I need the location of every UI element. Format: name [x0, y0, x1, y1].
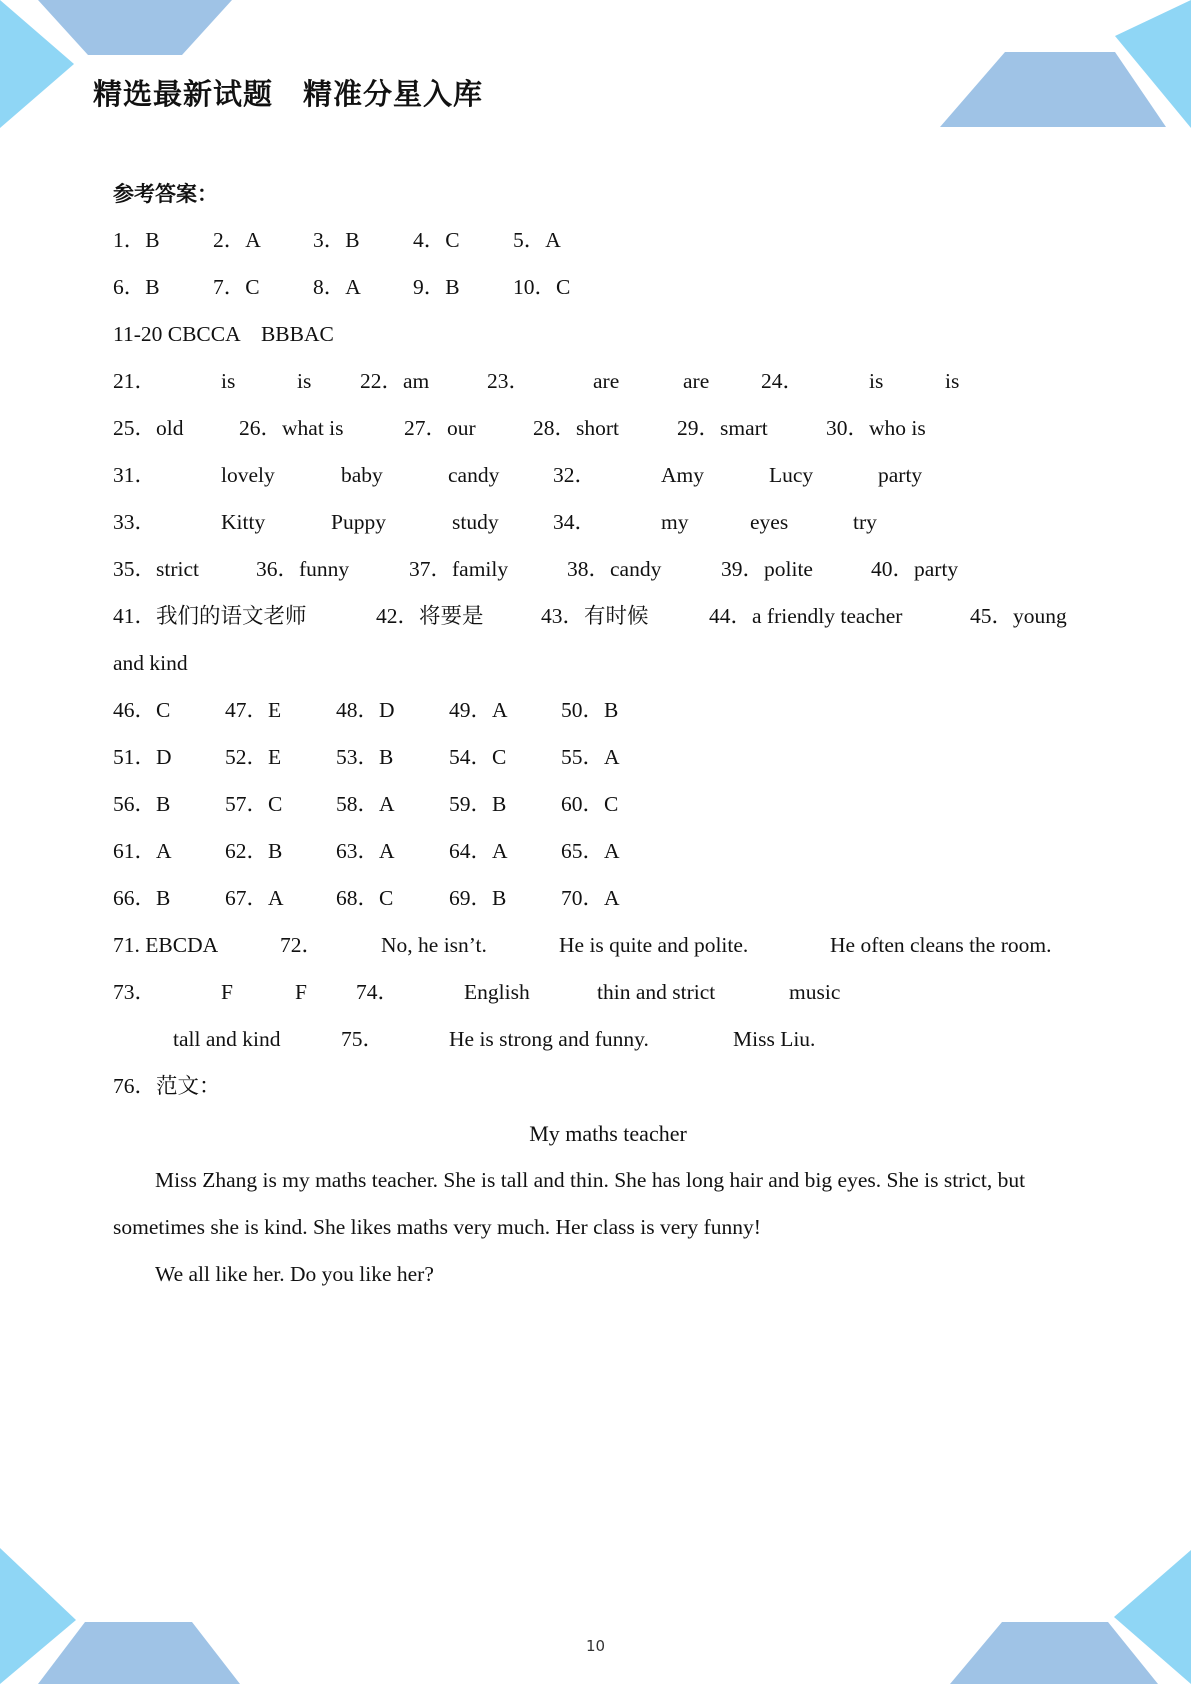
- answer-row: [113, 358, 1083, 405]
- answer-item: 65．A: [561, 839, 620, 863]
- answer-row: [113, 593, 1083, 640]
- answer-item: 72．: [280, 933, 324, 957]
- answer-row: [113, 922, 1083, 969]
- answer-item: 25．old: [113, 416, 184, 440]
- answer-item: 3．B: [313, 228, 360, 252]
- answer-item: are: [593, 369, 620, 393]
- answer-item: 33．: [113, 510, 157, 534]
- answer-item: 5．A: [513, 228, 561, 252]
- answer-item: 21．: [113, 369, 157, 393]
- answer-item: 50．B: [561, 698, 619, 722]
- answer-item: 73．: [113, 980, 157, 1004]
- answer-item: study: [452, 510, 499, 534]
- answer-row: [113, 264, 1083, 311]
- answer-item: 57．C: [225, 792, 283, 816]
- answer-item: 69．B: [449, 886, 507, 910]
- answer-item: 37．family: [409, 557, 509, 581]
- answer-row: [113, 781, 1083, 828]
- answer-item: 29．smart: [677, 416, 768, 440]
- answer-item: 28．short: [533, 416, 620, 440]
- answer-row: [113, 687, 1083, 734]
- answer-item: 36．funny: [256, 557, 350, 581]
- answer-item: is: [869, 369, 884, 393]
- answer-item: Puppy: [331, 510, 386, 534]
- answer-row: [113, 452, 1083, 499]
- answer-item: music: [789, 980, 841, 1004]
- answer-item: and kind: [113, 651, 188, 675]
- answer-item: 43．有时候: [541, 604, 649, 628]
- answer-item: 58．A: [336, 792, 395, 816]
- answer-item: He is quite and polite.: [559, 933, 749, 957]
- answer-content: [113, 170, 1083, 1298]
- page-number: 10: [585, 1637, 606, 1655]
- answer-item: 74．: [356, 980, 400, 1004]
- answer-item: thin and strict: [597, 980, 716, 1004]
- answer-item: 6．B: [113, 275, 160, 299]
- answer-item: 22．am: [360, 369, 430, 393]
- answer-item: 75．: [341, 1027, 385, 1051]
- answer-item: F: [295, 980, 307, 1004]
- answer-item: lovely: [221, 463, 275, 487]
- decor-trapezoid-top-left: [38, 0, 232, 55]
- answer-item: is: [945, 369, 960, 393]
- answer-item: 63．A: [336, 839, 395, 863]
- answer-row: [113, 640, 1083, 687]
- answer-item: candy: [448, 463, 500, 487]
- answer-item: 67．A: [225, 886, 284, 910]
- answer-row: [113, 217, 1083, 264]
- answer-item: 8．A: [313, 275, 361, 299]
- answer-item: 59．B: [449, 792, 507, 816]
- essay-title: My maths teacher: [529, 1121, 687, 1146]
- answer-item: 2．A: [213, 228, 261, 252]
- answer-item: 49．A: [449, 698, 508, 722]
- answer-row: [113, 734, 1083, 781]
- answer-item: is: [221, 369, 236, 393]
- answer-item: 10．C: [513, 275, 571, 299]
- answer-row: [113, 1016, 1083, 1063]
- answer-item: 30．who is: [826, 416, 926, 440]
- answer-item: 47．E: [225, 698, 282, 722]
- answer-item: 66．B: [113, 886, 171, 910]
- answer-item: 68．C: [336, 886, 394, 910]
- answer-item: 32．: [553, 463, 597, 487]
- answer-item: He is strong and funny.: [449, 1027, 649, 1051]
- answer-item: 34．: [553, 510, 597, 534]
- answer-item: is: [297, 369, 312, 393]
- answer-row: [113, 969, 1083, 1016]
- answer-item: eyes: [750, 510, 789, 534]
- answer-item: 62．B: [225, 839, 283, 863]
- answer-item: Kitty: [221, 510, 266, 534]
- answer-item: 26．what is: [239, 416, 344, 440]
- answer-item: tall and kind: [173, 1027, 281, 1051]
- answer-row: [113, 499, 1083, 546]
- answer-item: Lucy: [769, 463, 814, 487]
- answer-row: [113, 828, 1083, 875]
- answer-item: 46．C: [113, 698, 171, 722]
- answer-item: Amy: [661, 463, 704, 487]
- answer-item: 7．C: [213, 275, 260, 299]
- answer-item: 23．: [487, 369, 531, 393]
- answer-item: 38．candy: [567, 557, 662, 581]
- answer-item: 61．A: [113, 839, 172, 863]
- answer-item: 44．a friendly teacher: [709, 604, 903, 628]
- answer-item: 39．polite: [721, 557, 813, 581]
- answer-item: Miss Liu.: [733, 1027, 816, 1051]
- answer-item: 71. EBCDA: [113, 933, 219, 957]
- answer-item: try: [853, 510, 877, 534]
- answer-item: 51．D: [113, 745, 172, 769]
- answer-item: 1．B: [113, 228, 160, 252]
- answer-item: 35．strict: [113, 557, 199, 581]
- answer-item: my: [661, 510, 689, 534]
- answer-item: He often cleans the room.: [830, 933, 1052, 957]
- answer-item: 11-20 CBCCA BBBAC: [113, 322, 334, 346]
- essay-paragraph: We all like her. Do you like her?: [155, 1262, 434, 1286]
- answer-item: 52．E: [225, 745, 282, 769]
- answer-row: [113, 875, 1083, 922]
- answer-item: 76．范文：: [113, 1074, 221, 1098]
- answer-item: 27．our: [404, 416, 476, 440]
- answer-item: 45．young: [970, 604, 1067, 628]
- answer-item: 70．A: [561, 886, 620, 910]
- answer-row: [113, 405, 1083, 452]
- answer-row: [113, 546, 1083, 593]
- essay-paragraph: Miss Zhang is my maths teacher. She is tall and thin. She has long hair and big eyes. She is strict, but sometimes she is kind. She likes maths very much. Her class is very funny!: [113, 1168, 1026, 1239]
- answer-item: 55．A: [561, 745, 620, 769]
- answer-item: 40．party: [871, 557, 959, 581]
- answer-item: 4．C: [413, 228, 460, 252]
- answer-item: 9．B: [413, 275, 460, 299]
- answer-item: English: [464, 980, 530, 1004]
- decor-trapezoid-top-right: [940, 52, 1166, 127]
- answer-item: 24．: [761, 369, 805, 393]
- answer-item: 31．: [113, 463, 157, 487]
- answer-item: 60．C: [561, 792, 619, 816]
- answers-label: 参考答案：: [113, 181, 218, 206]
- page-header-title: 精选最新试题 精准分星入库: [93, 77, 484, 111]
- answer-item: are: [683, 369, 710, 393]
- answer-item: baby: [341, 463, 383, 487]
- answer-row: [113, 1063, 1083, 1110]
- answer-item: 53．B: [336, 745, 394, 769]
- answer-item: 48．D: [336, 698, 395, 722]
- answer-item: party: [878, 463, 923, 487]
- answer-item: No, he isn’t.: [381, 933, 487, 957]
- answer-row: [113, 311, 1083, 358]
- answer-item: 64．A: [449, 839, 508, 863]
- answer-item: 41．我们的语文老师: [113, 604, 307, 628]
- answer-item: 54．C: [449, 745, 507, 769]
- answer-item: 42．将要是: [376, 604, 484, 628]
- answer-item: 56．B: [113, 792, 171, 816]
- answer-item: F: [221, 980, 233, 1004]
